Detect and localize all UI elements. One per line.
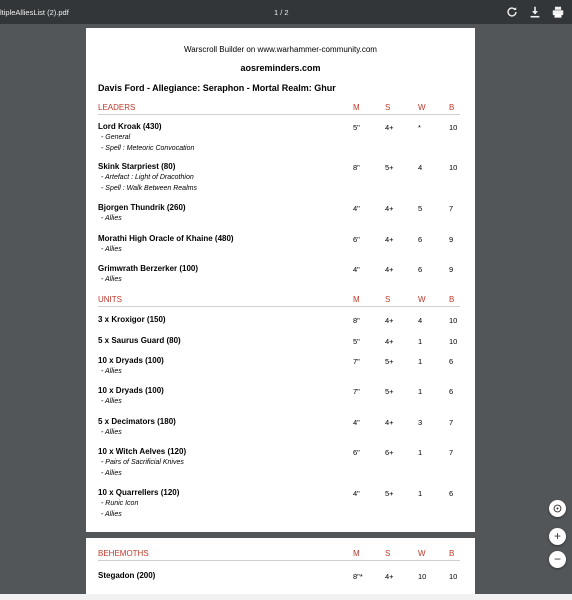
zoom-out-button[interactable]: − [549,551,566,568]
stat-m: 4" [353,265,360,274]
stat-m: 7" [353,357,360,366]
unit-detail: - Allies [101,429,122,436]
unit-name: 10 x Quarrellers (120) [98,488,180,497]
stat-m: 5" [353,337,360,346]
unit-detail: - Runic Icon [101,500,139,507]
section-header-units [98,293,460,307]
pdf-toolbar [0,0,572,24]
stat-m: 8" [353,316,360,325]
pdf-viewer[interactable] [0,24,572,600]
stat-b: 6 [449,357,454,366]
unit-detail: - Pairs of Sacrificial Knives [101,459,184,466]
unit-name: Stegadon (200) [98,571,156,580]
stat-w: 1 [418,448,423,457]
unit-detail: - Allies [101,368,122,375]
stat-m: 4" [353,489,360,498]
stat-b: 10 [449,337,458,346]
unit-detail: - Allies [101,276,122,283]
unit-detail: - Allies [101,246,122,253]
unit-detail: - Spell : Walk Between Realms [101,185,197,192]
stat-m: 8"* [353,572,363,581]
stat-w: * [418,123,421,132]
pdf-page-1 [86,28,475,532]
section-header-leaders [98,101,460,115]
col-m: M [353,295,360,304]
stat-b: 9 [449,265,454,274]
bottom-bar [0,594,572,600]
col-s: S [385,549,391,558]
stat-s: 4+ [385,418,394,427]
col-s: S [385,103,391,112]
fit-page-icon [552,503,563,514]
stat-s: 4+ [385,235,394,244]
col-b: B [449,549,455,558]
section-title: BEHEMOTHS [98,549,149,558]
stat-b: 10 [449,163,458,172]
section-header-behemoths [98,547,460,561]
stat-b: 6 [449,489,454,498]
stat-s: 4+ [385,265,394,274]
unit-name: 10 x Dryads (100) [98,356,164,365]
page-indicator: 1 / 2 [274,8,289,17]
col-m: M [353,103,360,112]
stat-w: 1 [418,357,423,366]
stat-w: 1 [418,387,423,396]
unit-detail: - General [101,134,131,141]
stat-b: 7 [449,418,454,427]
col-b: B [449,295,455,304]
unit-name: Bjorgen Thundrik (260) [98,203,186,212]
fit-page-button[interactable] [549,500,566,517]
stat-w: 3 [418,418,423,427]
col-w: W [418,103,426,112]
unit-detail: - Allies [101,215,122,222]
stat-b: 7 [449,204,454,213]
unit-name: Lord Kroak (430) [98,122,162,131]
stat-w: 1 [418,489,423,498]
unit-name: 10 x Witch Aelves (120) [98,447,187,456]
unit-detail: - Allies [101,398,122,405]
stat-s: 4+ [385,572,394,581]
document-title: ltipleAlliesList (2).pdf [0,8,69,17]
stat-b: 10 [449,123,458,132]
download-icon[interactable] [528,5,542,19]
col-m: M [353,549,360,558]
unit-name: 10 x Dryads (100) [98,386,164,395]
unit-detail: - Allies [101,511,122,518]
stat-s: 5+ [385,357,394,366]
unit-name: Grimwrath Berzerker (100) [98,264,199,273]
stat-b: 6 [449,387,454,396]
unit-detail: - Artefact : Light of Dracothion [101,174,194,181]
unit-name: Skink Starpriest (80) [98,162,176,171]
stat-m: 6" [353,448,360,457]
unit-detail: - Spell : Meteoric Convocation [101,145,195,152]
stat-b: 7 [449,448,454,457]
unit-name: 5 x Saurus Guard (80) [98,336,181,345]
unit-name: 5 x Decimators (180) [98,417,176,426]
unit-detail: - Allies [101,470,122,477]
pdf-page-2 [86,538,475,600]
stat-w: 5 [418,204,423,213]
warscroll-builder-header: Warscroll Builder on www.warhammer-community.com [184,45,377,54]
stat-m: 4" [353,418,360,427]
stat-s: 5+ [385,163,394,172]
col-s: S [385,295,391,304]
stat-m: 5" [353,123,360,132]
stat-w: 4 [418,163,423,172]
stat-w: 6 [418,235,423,244]
stat-b: 10 [449,572,458,581]
stat-m: 6" [353,235,360,244]
stat-s: 4+ [385,123,394,132]
col-b: B [449,103,455,112]
stat-s: 4+ [385,204,394,213]
unit-name: 3 x Kroxigor (150) [98,315,166,324]
stat-s: 4+ [385,337,394,346]
rotate-icon[interactable] [505,5,519,19]
col-w: W [418,295,426,304]
print-icon[interactable] [551,5,565,19]
site-name: aosreminders.com [240,63,321,73]
stat-s: 6+ [385,448,394,457]
stat-w: 6 [418,265,423,274]
stat-s: 4+ [385,316,394,325]
col-w: W [418,549,426,558]
zoom-in-button[interactable]: + [549,528,566,545]
stat-w: 1 [418,337,423,346]
stat-w: 10 [418,572,427,581]
stat-m: 7" [353,387,360,396]
unit-name: Morathi High Oracle of Khaine (480) [98,234,234,243]
stat-m: 8" [353,163,360,172]
stat-m: 4" [353,204,360,213]
stat-s: 5+ [385,387,394,396]
army-title: Davis Ford - Allegiance: Seraphon - Mortal Realm: Ghur [98,83,336,93]
section-title: LEADERS [98,103,136,112]
stat-s: 5+ [385,489,394,498]
stat-b: 9 [449,235,454,244]
section-title: UNITS [98,295,122,304]
stat-w: 4 [418,316,423,325]
stat-b: 10 [449,316,458,325]
